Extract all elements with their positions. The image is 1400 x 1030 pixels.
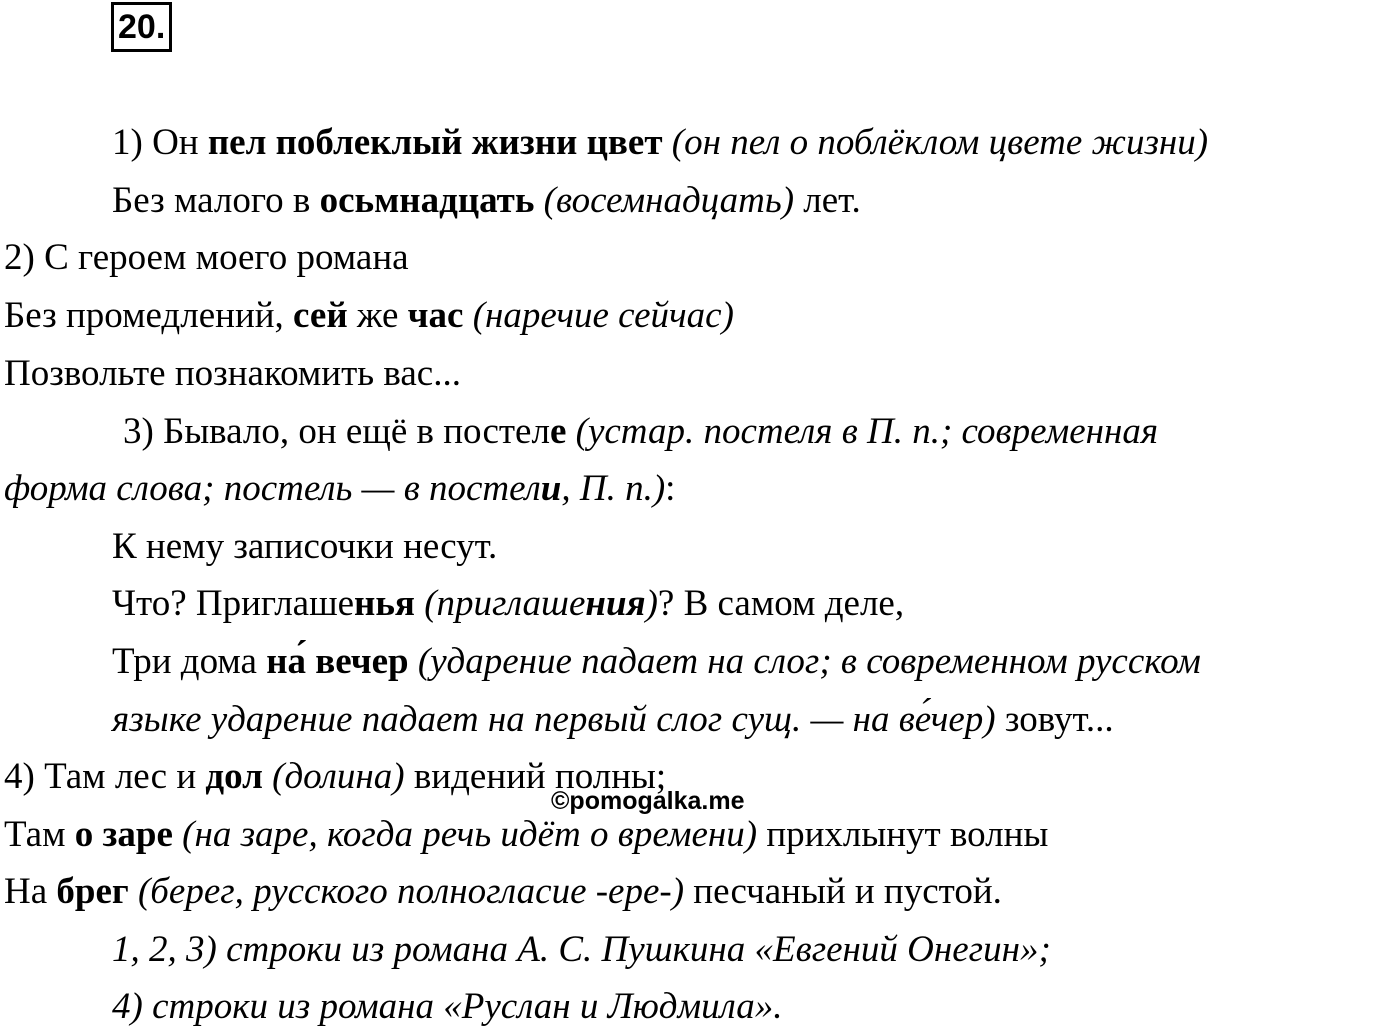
text-line [112,698,1114,742]
text-segment: 4) Там лес и [4,756,206,797]
bold-term: сей [293,295,348,336]
bold-term: брег [56,871,129,912]
italic-comment: (на заре, когда речь идёт о времени) [182,814,758,855]
text-line [112,179,861,223]
italic-comment: (восемнадцать) [543,180,795,221]
text-segment: зовут... [995,699,1114,740]
bold-term: о заре [74,814,173,855]
text-line [4,236,409,280]
text-segment [409,641,418,682]
text-segment [173,814,182,855]
text-line [4,813,1048,857]
text-line [112,525,497,569]
text-segment [263,756,272,797]
text-line [112,582,904,626]
text-segment: 2) С героем моего романа [4,237,409,278]
text-segment: Три дома [112,641,267,682]
text-segment: лет. [794,180,861,221]
task-number-box [111,2,172,52]
text-line [112,121,1208,165]
text-line [4,352,461,396]
text-segment: Позвольте познакомить вас... [4,353,461,394]
text-segment [463,295,472,336]
text-segment: К нему записочки несут. [112,526,498,567]
text-segment [129,871,138,912]
text-line [4,294,734,338]
text-segment: Без малого в [112,180,320,221]
italic-comment: (долина) [272,756,405,797]
text-segment: На [4,871,57,912]
text-segment: Там [4,814,75,855]
text-segment [663,122,672,163]
bold-term: и [540,468,562,509]
watermark: ©pomogalka.me [551,787,745,815]
text-segment: ? В самом деле, [657,583,905,624]
text-segment [415,583,424,624]
italic-comment: (ударение падает на слог; в современном русском [417,641,1201,682]
text-segment: песчаный и пустой. [684,871,1002,912]
text-segment: видений полны; [404,756,667,797]
italic-comment: , П. п.) [561,468,666,509]
text-line [4,870,1002,914]
text-segment: : [665,468,676,509]
italic-comment: (приглаше [424,583,586,624]
bold-term: пел поблеклый жизни цвет [207,122,663,163]
italic-comment: (берег, русского полногласие -ере-) [137,871,685,912]
text-line [4,467,675,511]
bold-term: ния [585,583,646,624]
text-segment: 1) Он [112,122,208,163]
bold-term: дол [205,756,263,797]
bold-term: осьмнадцать [319,180,535,221]
italic-comment: языке ударение падает на первый слог сущ. — на ве́чер) [112,699,996,740]
text-line [112,640,1201,684]
text-segment: прихлынут волны [757,814,1049,855]
italic-comment: (устар. постеля в П. п.; современная [575,411,1159,452]
text-line [112,928,1051,972]
italic-comment: (он пел о поблёклом цвете жизни) [671,122,1209,163]
bold-term: е [549,411,567,452]
task-number: 20. [118,8,166,46]
text-segment [566,411,575,452]
bold-term: час [407,295,464,336]
text-line [112,985,782,1029]
text-segment: 3) Бывало, он ещё в постел [123,411,550,452]
text-line [123,410,1158,454]
text-segment: же [347,295,408,336]
text-segment [534,180,543,221]
italic-comment: 4) строки из романа «Руслан и Людмила». [112,986,783,1027]
italic-comment: (наречие сейчас) [472,295,734,336]
italic-comment: 1, 2, 3) строки из романа А. С. Пушкина «Евгений Онегин»; [112,929,1051,970]
text-segment: Без промедлений, [4,295,294,336]
italic-comment: ) [645,583,658,624]
text-segment: Что? Приглаше [112,583,355,624]
italic-comment: форма слова; постель — в постел [4,468,541,509]
bold-term: нья [354,583,415,624]
bold-term: на́ вечер [266,641,409,682]
